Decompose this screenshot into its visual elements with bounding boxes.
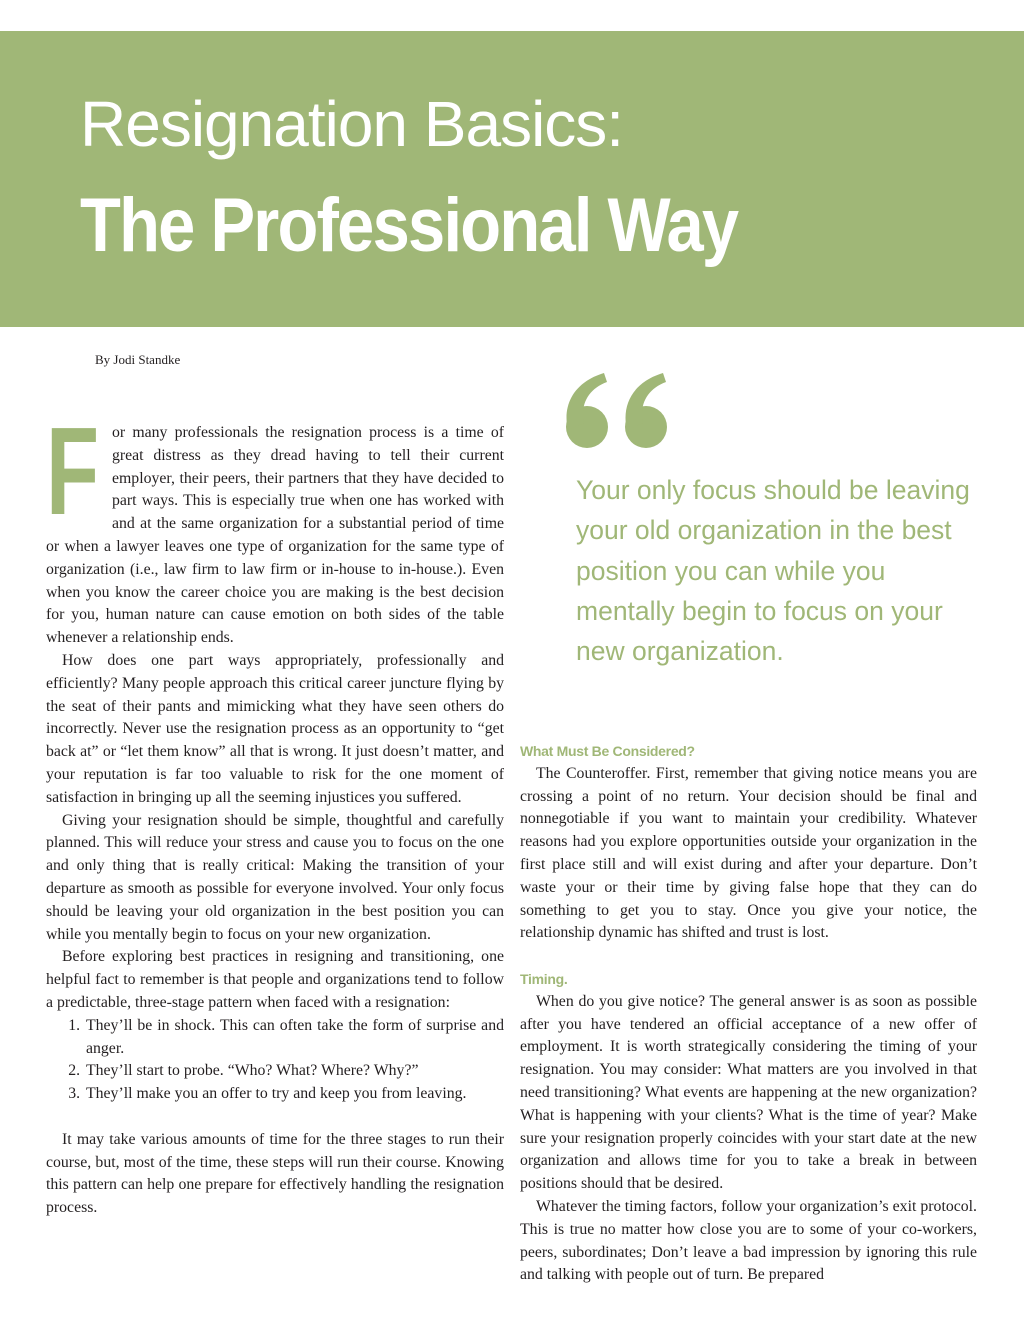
list-item: 1. They’ll be in shock. This can often take the form of surprise and anger. xyxy=(84,1015,504,1061)
intro-text: or many professionals the resignation process is a time of great distress as they dread having to tell their current employer, their peers, their partners that they have decided to part ways. This is especially true when one has worked with and at the same organization for a substantial period of time or when a lawyer leaves one type of organization for the same type of organization (i.e., law firm to law firm or in-house to in-house.). Even when you know the career choice you are making is the best decision for you, human nature can cause emotion on both sides of the table whenever a relationship ends. xyxy=(46,424,504,647)
protocol-paragraph: Whatever the timing factors, follow your organization’s exit protocol. This is true no matter how close you are to some of your co-workers, peers, subordinates; Don’t leave a bad impression by ignoring this rule and talking with people out of turn. Be prepared xyxy=(520,1197,977,1284)
title-banner xyxy=(0,31,1024,327)
left-column xyxy=(46,403,504,1220)
stages-list xyxy=(46,1015,504,1106)
paragraph-4: Before exploring best practices in resigning and transitioning, one helpful fact to remember is that people and organizations tend to follow a predictable, three-stage pattern when faced with a resignation: xyxy=(46,948,504,1011)
byline: By Jodi Standke xyxy=(95,352,181,367)
paragraph-5: It may take various amounts of time for the three stages to run their course, but, most of the time, these steps will run their course. Knowing this pattern can help one prepare for effectively handling the resignation process. xyxy=(46,1130,504,1217)
section-heading: What Must Be Considered? xyxy=(520,743,695,759)
paragraph-3: Giving your resignation should be simple, thoughtful and carefully planned. This will reduce your stress and cause you to focus on the one and only thing that is really critical: Making the transition of your departure as smooth as possible for everyone involved. Your only focus should be leaving your old organization in the best position you can while you mentally begin to focus on your new organization. xyxy=(46,811,504,943)
list-item: 2. They’ll start to probe. “Who? What? Where? Why?” xyxy=(84,1060,504,1083)
title-line-2: The Professional Way xyxy=(80,183,738,268)
counteroffer-paragraph: The Counteroffer. First, remember that giving notice means you are crossing a point of no return. Your decision should be final and nonnegotiable if you want to maintain your credibility. Whatever reasons had you explore opportunities outside your organization in the first place still and will exist during and after your departure. Don’t waste your or their time by giving false hope that they can do something to get you to stay. Once you give your notice, the relationship dynamic has shifted and trust is lost. xyxy=(520,764,977,942)
list-item: 3. They’ll make you an offer to try and keep you from leaving. xyxy=(84,1083,504,1106)
pull-quote: Your only focus should be leaving your old organization in the best position you can while you mentally begin to focus on your new organization. xyxy=(576,475,970,667)
timing-paragraph: When do you give notice? The general answer is as soon as possible after you have tendered an official acceptance of a new offer of employment. It is worth strategically considering the timing of your resignation. You may consider: What matters are you involved in that need transitioning? What events are happening at the new organization? What is happening with your clients? What is the time of year? Make sure your resignation properly coincides with your start date at the new organization and allows time for you to take a break in between positions should that be desired. xyxy=(520,992,977,1193)
intro-paragraph xyxy=(46,403,504,650)
title-line-1: Resignation Basics: xyxy=(80,88,624,160)
right-column xyxy=(520,740,977,1287)
drop-cap: F xyxy=(46,403,100,541)
section-heading: Timing. xyxy=(520,970,568,987)
paragraph-2: How does one part ways appropriately, professionally and efficiently? Many people approach this critical career juncture flying by the seat of their pants and mimicking what they have seen others do incorrectly. Never use the resignation process as an opportunity to “get back at” or “let them know” all that is wrong. It just doesn’t matter, and your reputation is far too valuable to risk for the one moment of satisfaction in bringing up all the seeming injustices you suffered. xyxy=(46,651,504,806)
quote-mark-icon xyxy=(560,330,680,460)
